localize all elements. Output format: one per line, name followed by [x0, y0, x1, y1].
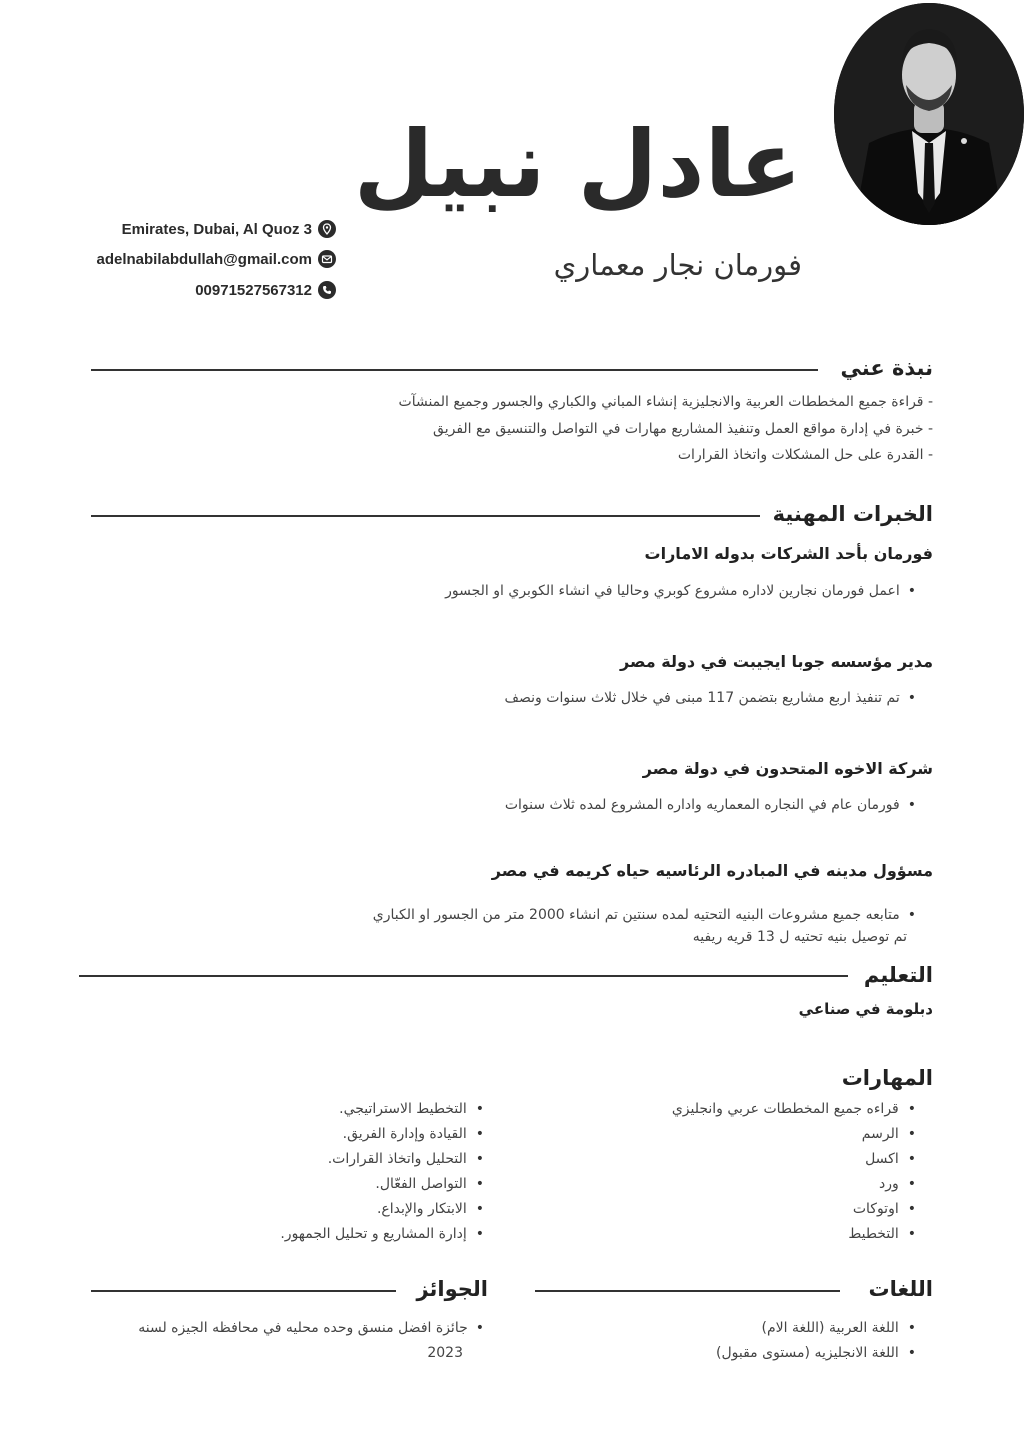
contact-phone: [195, 281, 336, 299]
awards-divider: [91, 1290, 396, 1292]
location-pin-icon: [318, 220, 336, 238]
job-detail: • تم تنفيذ اربع مشاريع بتضمن 117 مبنى في خلال ثلاث سنوات ونصف: [505, 690, 916, 706]
job-title: فورمان نجار معماري: [553, 248, 802, 282]
experience-divider: [91, 515, 760, 517]
about-line: - قراءة جميع المخططات العربية والانجليزية إنشاء المباني والكباري والجسور وجميع المنشآت: [398, 394, 933, 410]
award-year: 2023: [427, 1345, 463, 1361]
job-detail: • اعمل فورمان نجارين لاداره مشروع كوبري وحاليا في انشاء الكوبري او الجسور: [445, 583, 916, 599]
skill-item: • ورد: [672, 1172, 916, 1197]
skill-item: • إدارة المشاريع و تحليل الجمهور.: [280, 1222, 484, 1247]
skill-item: • قراءه جميع المخططات عربي وانجليزي: [672, 1097, 916, 1122]
job-detail: • فورمان عام في النجاره المعماريه واداره المشروع لمده ثلاث سنوات: [505, 797, 916, 813]
candidate-name: عادل نبيل: [353, 111, 802, 218]
skill-item: • اوتوكات: [672, 1197, 916, 1222]
about-divider: [91, 369, 818, 371]
contact-address: [122, 220, 336, 238]
job-detail: • متابعه جميع مشروعات البنيه التحتيه لمده سنتين تم انشاء 2000 متر من الجسور او الكباري: [373, 907, 916, 923]
address-text: Emirates, Dubai, Al Quoz 3: [121, 220, 312, 238]
person-portrait-icon: [834, 3, 1024, 225]
job-detail: تم توصيل بنيه تحتيه ل 13 قريه ريفيه: [692, 929, 907, 945]
mail-icon: [318, 250, 336, 268]
job-heading: مدير مؤسسه جوبا ايجيبت في دولة مصر: [620, 652, 933, 671]
job-heading: شركة الاخوه المتحدون في دولة مصر: [642, 759, 933, 778]
languages-section-title: اللغات: [868, 1277, 933, 1301]
languages-divider: [535, 1290, 840, 1292]
skills-list-right: [672, 1097, 916, 1247]
job-heading: فورمان بأحد الشركات بدوله الامارات: [644, 544, 933, 563]
language-item: • اللغة الانجليزيه (مستوى مقبول): [716, 1341, 916, 1366]
skills-list-left: [280, 1097, 484, 1247]
education-section-title: التعليم: [863, 963, 933, 987]
profile-photo: [834, 3, 1024, 225]
email-text[interactable]: adelnabilabdullah@gmail.com: [96, 250, 312, 268]
education-degree: دبلومة في صناعي: [798, 1000, 933, 1018]
phone-text[interactable]: 00971527567312: [195, 281, 312, 299]
skill-item: • القيادة وإدارة الفريق.: [280, 1122, 484, 1147]
about-line: - خبرة في إدارة مواقع العمل وتنفيذ المشاريع مهارات في التواصل والتنسيق مع الفريق: [433, 421, 933, 437]
awards-section-title: الجوائز: [416, 1277, 488, 1301]
contact-email: [96, 250, 336, 268]
skill-item: • التخطيط: [672, 1222, 916, 1247]
experience-section-title: الخبرات المهنية: [772, 502, 933, 526]
skill-item: • التحليل واتخاذ القرارات.: [280, 1147, 484, 1172]
about-section-title: نبذة عني: [840, 356, 933, 380]
languages-list: [716, 1316, 916, 1366]
job-heading: مسؤول مدينه في المبادره الرئاسيه حياه كريمه في مصر: [491, 861, 933, 880]
education-divider: [79, 975, 848, 977]
language-item: • اللغة العربية (اللغة الام): [716, 1316, 916, 1341]
skills-section-title: المهارات: [841, 1066, 933, 1090]
about-line: - القدرة على حل المشكلات واتخاذ القرارات: [677, 447, 933, 463]
award-line: • جائزة افضل منسق وحده محليه في محافظه الجيزه لسنه: [138, 1320, 484, 1336]
skill-item: • الابتكار والإبداع.: [280, 1197, 484, 1222]
phone-icon: [318, 281, 336, 299]
skill-item: • التواصل الفعّال.: [280, 1172, 484, 1197]
skill-item: • اكسل: [672, 1147, 916, 1172]
skill-item: • التخطيط الاستراتيجي.: [280, 1097, 484, 1122]
skill-item: • الرسم: [672, 1122, 916, 1147]
